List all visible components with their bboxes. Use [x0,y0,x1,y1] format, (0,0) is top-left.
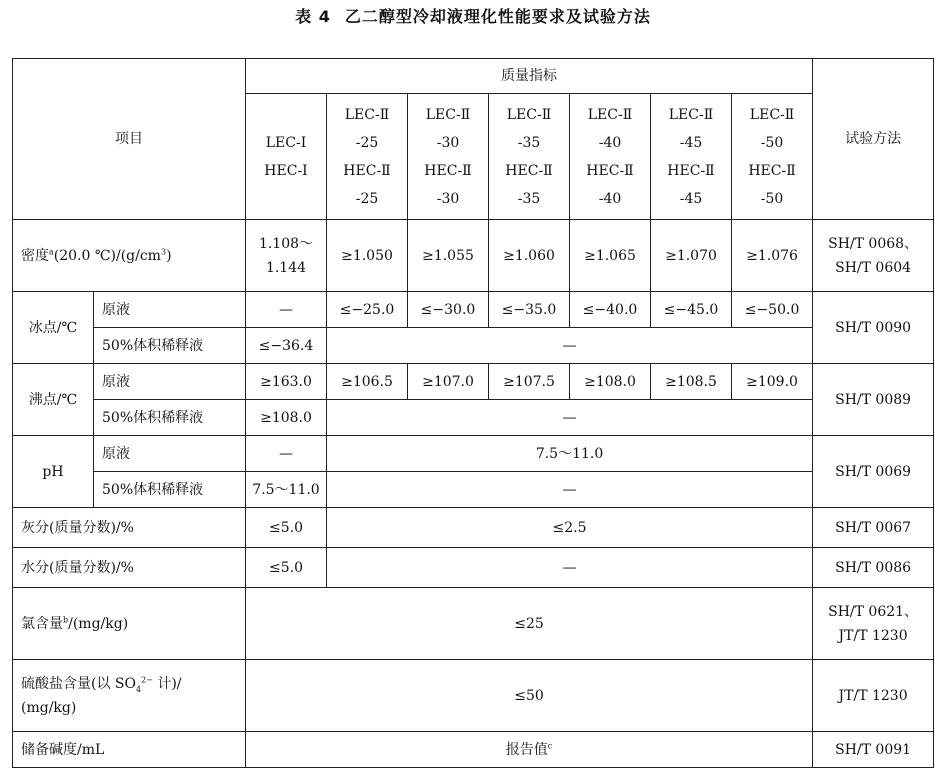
ash-first: ≤5.0 [246,508,327,548]
reserve-value: 报告值$^c$ [246,732,813,768]
chloride-row [13,588,934,660]
chloride-label: 氯含量$^b$/(mg/kg) [13,588,246,660]
density-value: 1.108～ 1.144 [246,220,327,292]
density-value: ≥1.060 [489,220,570,292]
water-rest: — [327,548,813,588]
boiling-method: SH/T 0089 [813,364,934,436]
header-method: 试验方法 [813,59,934,220]
header-row [13,59,934,94]
reserve-method: SH/T 0091 [813,732,934,768]
ph-dil-row [13,472,934,508]
freezing-method: SH/T 0090 [813,292,934,364]
grade-header: LEC-Ⅱ -45 HEC-Ⅱ -45 [651,94,732,220]
freezing-value: ≤−25.0 [327,292,408,328]
boiling-dil-value: ≥108.0 [246,400,327,436]
grade-header: LEC-Ⅱ -40 HEC-Ⅱ -40 [570,94,651,220]
freezing-value: ≤−35.0 [489,292,570,328]
spec-table [12,58,934,768]
water-row [13,548,934,588]
sulfate-row [13,660,934,732]
header-quality: 质量指标 [246,59,813,94]
grade-header: LEC-Ⅰ HEC-Ⅰ [246,94,327,220]
freezing-value: ≤−50.0 [732,292,813,328]
density-value: ≥1.055 [408,220,489,292]
boiling-label: 沸点/℃ [13,364,94,436]
ph-raw-first: — [246,436,327,472]
grade-header: LEC-Ⅱ -25 HEC-Ⅱ -25 [327,94,408,220]
sulfate-label: 硫酸盐含量(以 $SO_4^{2-}$ 计)/ (mg/kg) [13,660,246,732]
density-value: ≥1.050 [327,220,408,292]
ph-raw-rest: 7.5～11.0 [327,436,813,472]
boiling-value: ≥108.0 [570,364,651,400]
ph-raw-row [13,436,934,472]
boiling-value: ≥163.0 [246,364,327,400]
freezing-raw-row [13,292,934,328]
freezing-label: 冰点/℃ [13,292,94,364]
density-value: ≥1.076 [732,220,813,292]
ph-dil-first: 7.5～11.0 [246,472,327,508]
grade-header: LEC-Ⅱ -35 HEC-Ⅱ -35 [489,94,570,220]
water-method: SH/T 0086 [813,548,934,588]
table-title [0,4,946,27]
boiling-value: ≥106.5 [327,364,408,400]
density-row [13,220,934,292]
freezing-value: ≤−45.0 [651,292,732,328]
boiling-value: ≥107.5 [489,364,570,400]
boiling-dil-rest: — [327,400,813,436]
boiling-value: ≥108.5 [651,364,732,400]
ash-row [13,508,934,548]
density-value: ≥1.065 [570,220,651,292]
ph-raw-label: 原液 [94,436,246,472]
table-caption: 乙二醇型冷却液理化性能要求及试验方法 [344,7,651,26]
freezing-dil-rest: — [327,328,813,364]
reserve-label: 储备碱度/mL [13,732,246,768]
reserve-row [13,732,934,768]
freezing-dil-row [13,328,934,364]
freezing-dil-label: 50%体积稀释液 [94,328,246,364]
table-number: 表 4 [295,7,331,26]
freezing-dil-value: ≤−36.4 [246,328,327,364]
boiling-dil-label: 50%体积稀释液 [94,400,246,436]
boiling-value: ≥107.0 [408,364,489,400]
boiling-dil-row [13,400,934,436]
chloride-value: ≤25 [246,588,813,660]
ash-rest: ≤2.5 [327,508,813,548]
sulfate-value: ≤50 [246,660,813,732]
ph-dil-label: 50%体积稀释液 [94,472,246,508]
sulfate-method: JT/T 1230 [813,660,934,732]
freezing-value: ≤−40.0 [570,292,651,328]
density-label: 密度$^a$(20.0 $℃)/(g/cm^3)$ [13,220,246,292]
density-method: SH/T 0068、 SH/T 0604 [813,220,934,292]
freezing-value: — [246,292,327,328]
header-item: 项目 [13,59,246,220]
freezing-value: ≤−30.0 [408,292,489,328]
water-first: ≤5.0 [246,548,327,588]
ph-dil-rest: — [327,472,813,508]
freezing-raw-label: 原液 [94,292,246,328]
ash-label: 灰分(质量分数)/% [13,508,246,548]
ph-label: pH [13,436,94,508]
ph-method: SH/T 0069 [813,436,934,508]
grade-header: LEC-Ⅱ -30 HEC-Ⅱ -30 [408,94,489,220]
boiling-raw-label: 原液 [94,364,246,400]
boiling-raw-row [13,364,934,400]
ash-method: SH/T 0067 [813,508,934,548]
water-label: 水分(质量分数)/% [13,548,246,588]
chloride-method: SH/T 0621、 JT/T 1230 [813,588,934,660]
boiling-value: ≥109.0 [732,364,813,400]
density-value: ≥1.070 [651,220,732,292]
grade-header: LEC-Ⅱ -50 HEC-Ⅱ -50 [732,94,813,220]
